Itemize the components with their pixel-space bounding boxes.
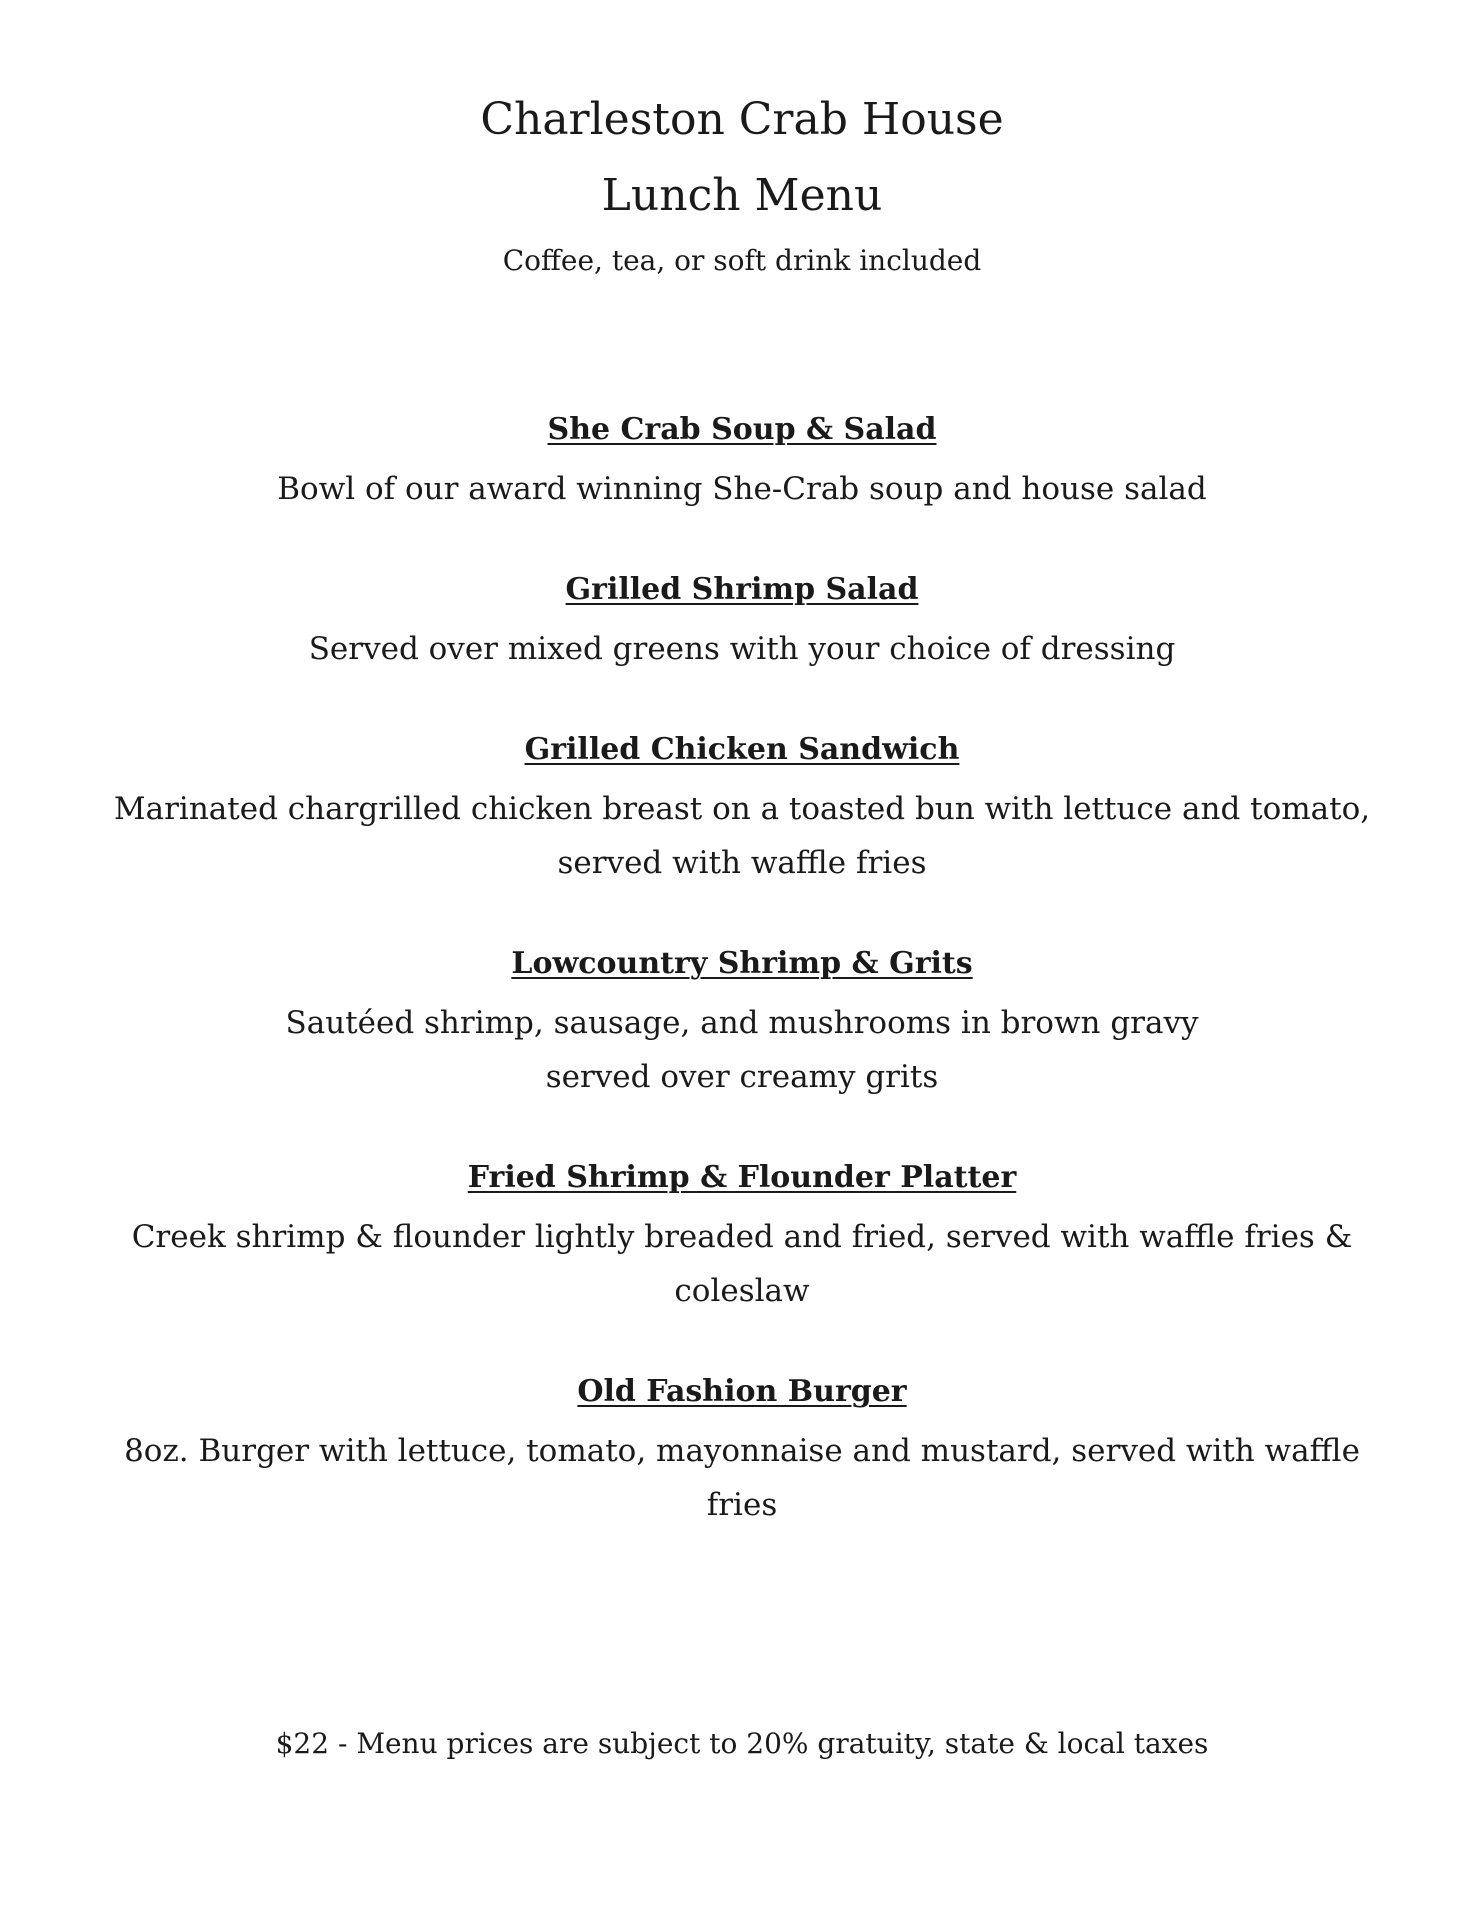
menu-item — [0, 570, 1484, 676]
menu-item-description: Sautéed shrimp, sausage, and mushrooms in brown gravy served over creamy grits — [285, 1005, 1199, 1095]
menu-items — [0, 410, 1484, 1586]
price-note: $22 - Menu prices are subject to 20% gratuity, state & local taxes — [275, 1727, 1209, 1760]
included-drinks-note: Coffee, tea, or soft drink included — [502, 244, 982, 277]
menu-item-name: Fried Shrimp & Flounder Platter — [467, 1160, 1017, 1195]
menu-item — [0, 944, 1484, 1104]
menu-item-description: Bowl of our award winning She-Crab soup and house salad — [277, 471, 1207, 507]
menu-item-name: Grilled Shrimp Salad — [565, 572, 919, 607]
menu-title: Lunch Menu — [601, 170, 883, 221]
menu-item-description: Marinated chargrilled chicken breast on a toasted bun with lettuce and tomato, served with waffle fries — [113, 791, 1371, 881]
restaurant-name: Charleston Crab House — [480, 94, 1004, 145]
menu-item — [0, 1158, 1484, 1318]
menu-item-name: Lowcountry Shrimp & Grits — [511, 946, 973, 981]
menu-item-name: She Crab Soup & Salad — [547, 412, 937, 447]
menu-item-name: Old Fashion Burger — [577, 1374, 907, 1409]
menu-item-description: 8oz. Burger with lettuce, tomato, mayonnaise and mustard, served with waffle fries — [124, 1433, 1360, 1523]
menu-item-description: Creek shrimp & flounder lightly breaded and fried, served with waffle fries & coleslaw — [131, 1219, 1353, 1309]
menu-item — [0, 410, 1484, 516]
menu-item — [0, 730, 1484, 890]
menu-item — [0, 1372, 1484, 1532]
menu-item-description: Served over mixed greens with your choice of dressing — [308, 631, 1176, 667]
menu-item-name: Grilled Chicken Sandwich — [524, 732, 960, 767]
